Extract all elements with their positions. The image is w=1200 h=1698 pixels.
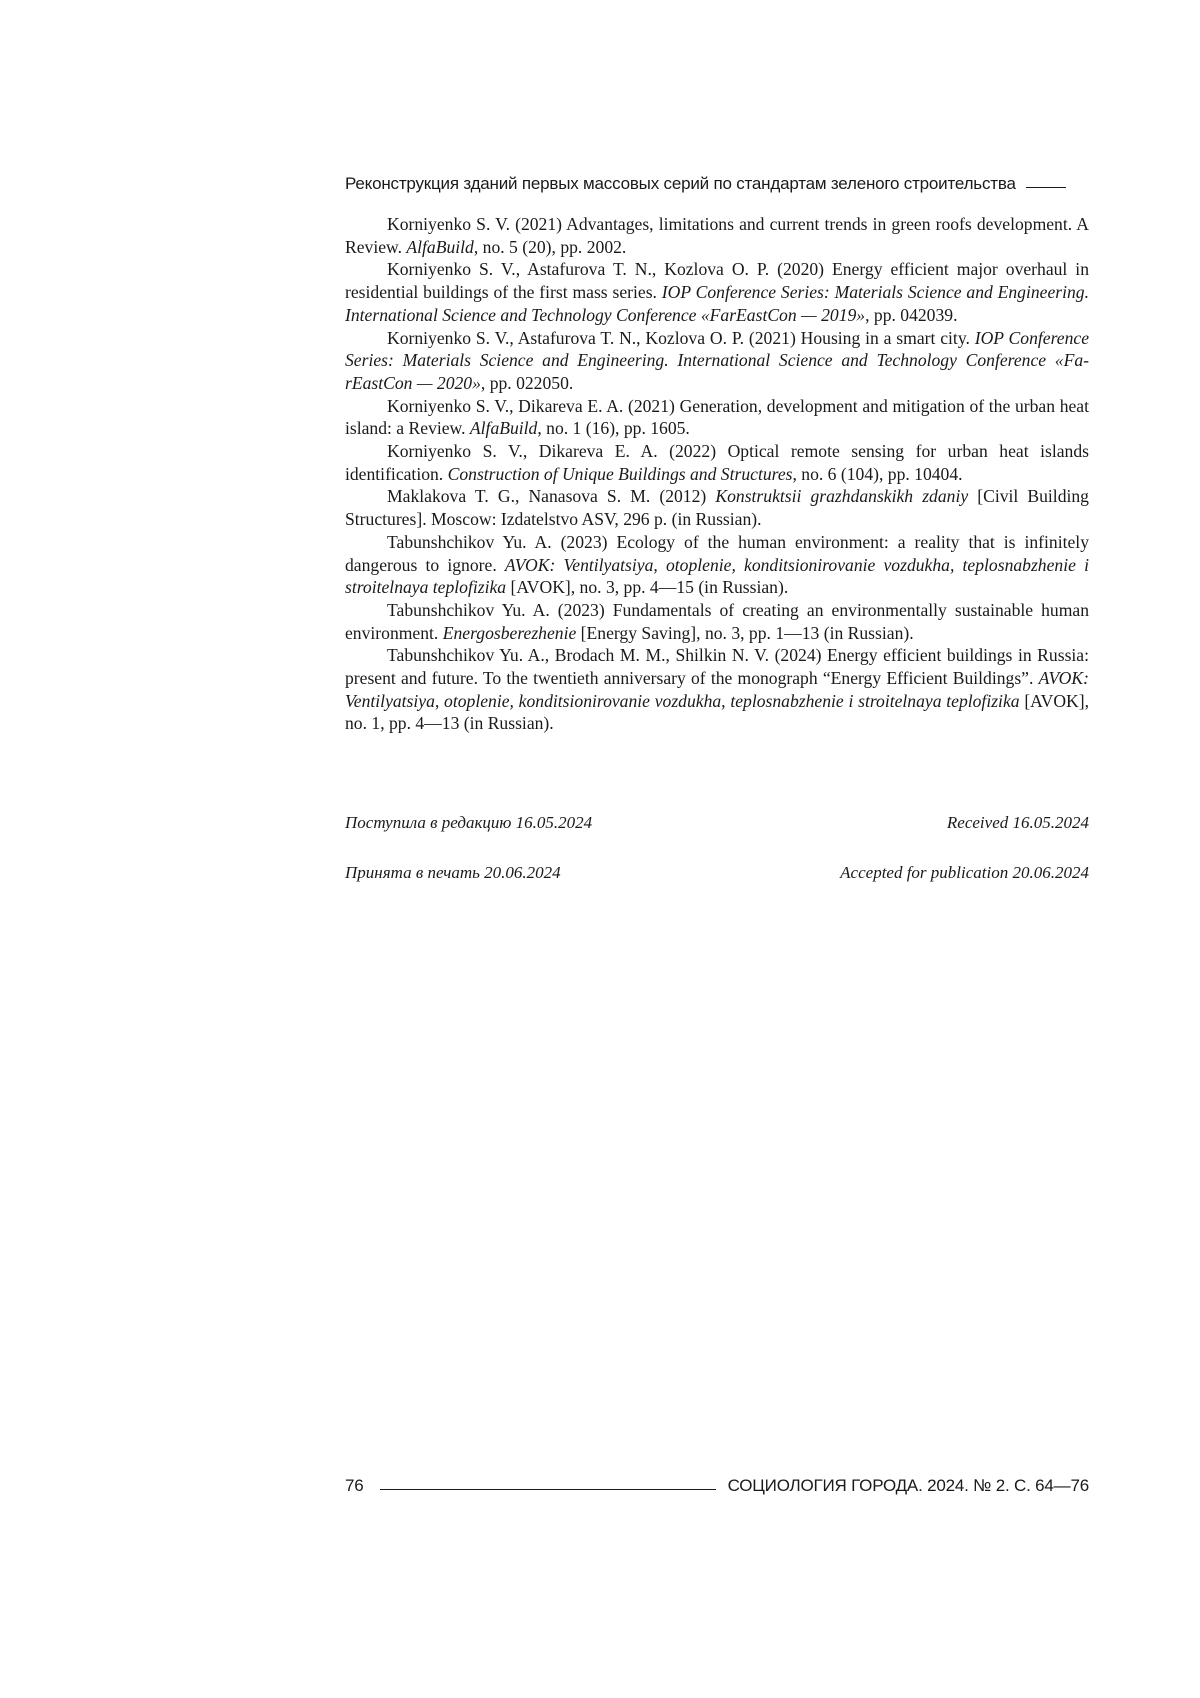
reference-source: Konstruktsii grazhdanskikh zdaniy: [715, 486, 969, 507]
reference-list: [345, 213, 1089, 735]
reference-source: AVOK: Ventilyatsiya, otoplenie, konditsionirovanie vozdukha, teplosnabzhenie i stroitelnaya teplofizika: [345, 668, 1089, 711]
running-head: [345, 174, 1089, 194]
reference-text: , no. 1 (16), pp. 1605.: [537, 418, 690, 439]
reference-text: Maklakova T. G., Nanasova S. M. (2012): [387, 486, 716, 507]
reference-text: , pp. 022050.: [480, 372, 574, 393]
page-footer: [345, 1476, 1089, 1496]
footer-rule: [380, 1489, 716, 1490]
reference-item: [345, 395, 1089, 440]
accepted-dates: [345, 863, 1089, 883]
reference-source: AlfaBuild: [406, 236, 474, 257]
reference-source: Construction of Unique Buildings and Structures: [447, 463, 793, 484]
reference-item: [345, 599, 1089, 644]
reference-text: , no. 5 (20), pp. 2002.: [473, 236, 627, 257]
accepted-en: Accepted for publication 20.06.2024: [840, 863, 1089, 882]
received-en: Received 16.05.2024: [946, 813, 1089, 832]
reference-text: [AVOK], no. 3, pp. 4—15 (in Russian).: [506, 577, 789, 598]
reference-text: Korniyenko S. V., Astafurova T. N., Kozlova O. P. (2020) Energy efficient major overhaul in residential buildings of the first mass series.: [345, 259, 1089, 303]
reference-text: [Energy Saving], no. 3, pp. 1—13 (in Russian).: [576, 622, 914, 643]
reference-text: , pp. 042039.: [865, 304, 958, 325]
reference-item: [345, 644, 1089, 735]
received-dates: [345, 813, 1089, 833]
reference-item: [345, 327, 1089, 395]
reference-item: [345, 440, 1089, 485]
reference-source: Energosberezhenie: [442, 622, 577, 643]
reference-item: [345, 485, 1089, 530]
reference-text: [AVOK], no. 1, pp. 4—13 (in Russian).: [345, 690, 1089, 734]
reference-text: , no. 6 (104), pp. 10404.: [792, 463, 963, 484]
reference-source: AlfaBuild: [469, 418, 538, 439]
reference-source: IOP Conference Series: Materials Science and Engineering. International Science and Technology Conference «FarEastCon — 2020»: [345, 327, 1089, 393]
journal-citation: СОЦИОЛОГИЯ ГОРОДА. 2024. № 2. С. 64—76: [727, 1476, 1089, 1495]
reference-text: Tabunshchikov Yu. A. (2023) Fundamentals of creating an environmentally sustainable human environment.: [345, 599, 1089, 643]
reference-text: Korniyenko S. V., Astafurova T. N., Kozlova O. P. (2021) Housing in a smart city.: [387, 327, 975, 348]
reference-text: Tabunshchikov Yu. A. (2023) Ecology of the human environment: a reality that is infinitely dangerous to ignore.: [345, 531, 1089, 575]
page-number: 76: [345, 1476, 364, 1495]
received-ru: Поступила в редакцию 16.05.2024: [345, 813, 593, 832]
reference-source: IOP Conference Series: Materials Science and Engineering. International Science and Technology Conference «FarEastCon — 2019»: [345, 282, 1089, 325]
reference-text: Tabunshchikov Yu. A., Brodach M. M., Shilkin N. V. (2024) Energy efficient buildings in Russia: present and future. To the twentieth anniversary of the monograph “Energy Efficient Buildings”.: [345, 645, 1089, 689]
reference-text: Korniyenko S. V. (2021) Advantages, limitations and current trends in green roofs development. A Review.: [345, 214, 1089, 257]
reference-source: AVOK: Ventilyatsiya, otoplenie, konditsionirovanie vozdukha, teplosnabzhenie i stroitelnaya teplofizika: [345, 554, 1089, 598]
reference-text: Korniyenko S. V., Dikareva E. A. (2021) Generation, development and mitigation of the urban heat island: a Review.: [345, 395, 1089, 439]
reference-item: [345, 531, 1089, 599]
accepted-ru: Принята в печать 20.06.2024: [345, 863, 561, 882]
running-head-rule: [1026, 187, 1066, 188]
running-head-title: Реконструкция зданий первых массовых серий по стандартам зеленого строительства: [345, 174, 1016, 193]
reference-text: Korniyenko S. V., Dikareva E. A. (2022) Optical remote sensing for urban heat islands identification.: [345, 441, 1089, 484]
reference-item: [345, 213, 1089, 258]
reference-item: [345, 258, 1089, 326]
reference-text: [Civil Building Structures]. Moscow: Izdatelstvo ASV, 296 p. (in Russian).: [345, 486, 1089, 530]
